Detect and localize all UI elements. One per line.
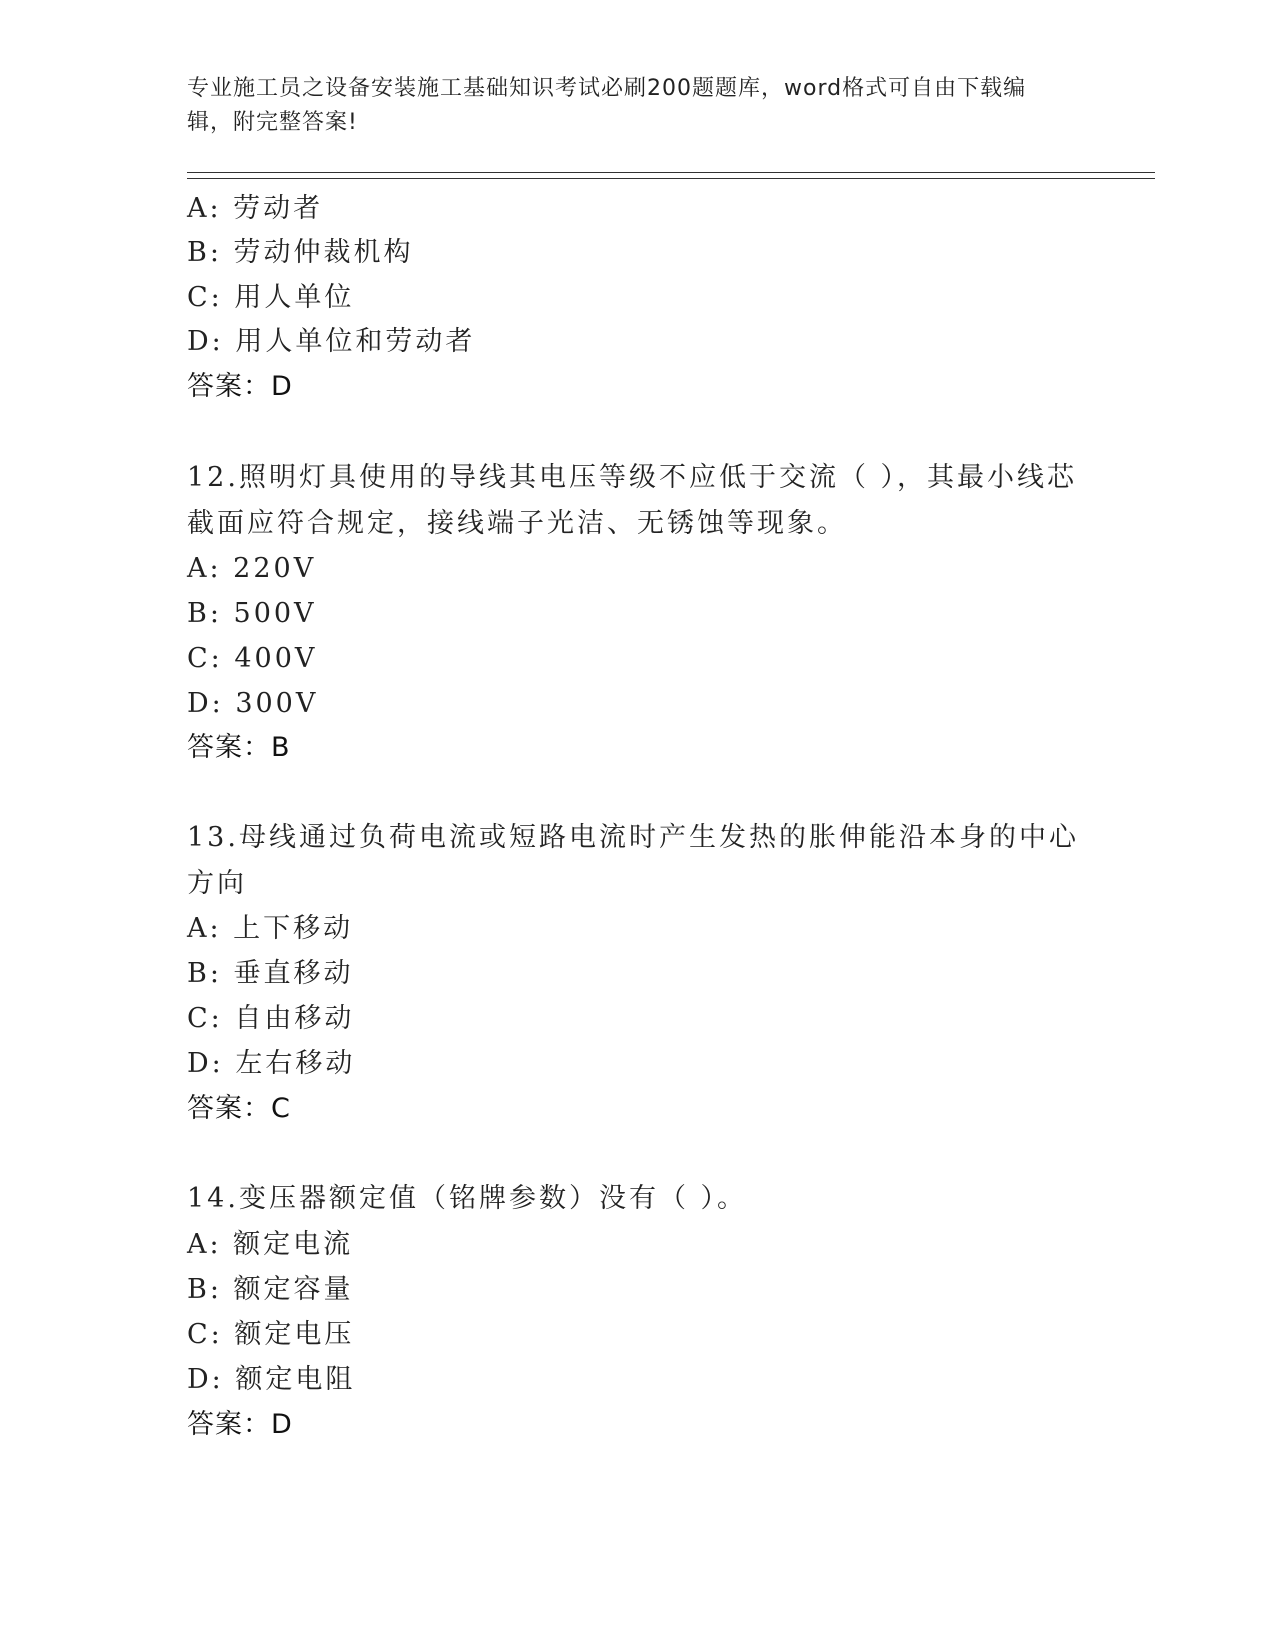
header-rule-bottom [187,178,1155,179]
option-a: A: 劳动者 [187,193,324,224]
option-b: B: 劳动仲裁机构 [187,237,414,268]
option-c: C: 额定电压 [187,1319,355,1350]
option-b: B: 500V [187,598,317,629]
option-d: D: 用人单位和劳动者 [187,326,476,357]
option-d: D: 左右移动 [187,1048,356,1079]
answer: 答案：D [187,371,293,402]
option-a: A: 220V [187,553,317,584]
option-a: A: 额定电流 [187,1229,354,1260]
option-c: C: 400V [187,643,318,674]
question-text: 12.照明灯具使用的导线其电压等级不应低于交流（ ），其最小线芯截面应符合规定，接线端子光洁、无锈蚀等现象。 [187,462,1078,539]
option-c: C: 自由移动 [187,1003,355,1034]
option-d: D: 300V [187,688,319,719]
document-header: 专业施工员之设备安装施工基础知识考试必刷200题题库，word格式可自由下载编辑，附完整答案! [187,76,1027,135]
answer: 答案：D [187,1409,293,1440]
option-b: B: 垂直移动 [187,958,354,989]
option-b: B: 额定容量 [187,1274,354,1305]
answer: 答案：C [187,1093,291,1124]
header-rule-top [187,172,1155,173]
question-text: 13.母线通过负荷电流或短路电流时产生发热的胀伸能沿本身的中心方向 [187,822,1079,899]
question-text: 14.变压器额定值（铭牌参数）没有（ ）。 [187,1183,748,1214]
answer: 答案：B [187,732,291,763]
option-c: C: 用人单位 [187,282,355,313]
option-d: D: 额定电阻 [187,1364,356,1395]
option-a: A: 上下移动 [187,913,354,944]
